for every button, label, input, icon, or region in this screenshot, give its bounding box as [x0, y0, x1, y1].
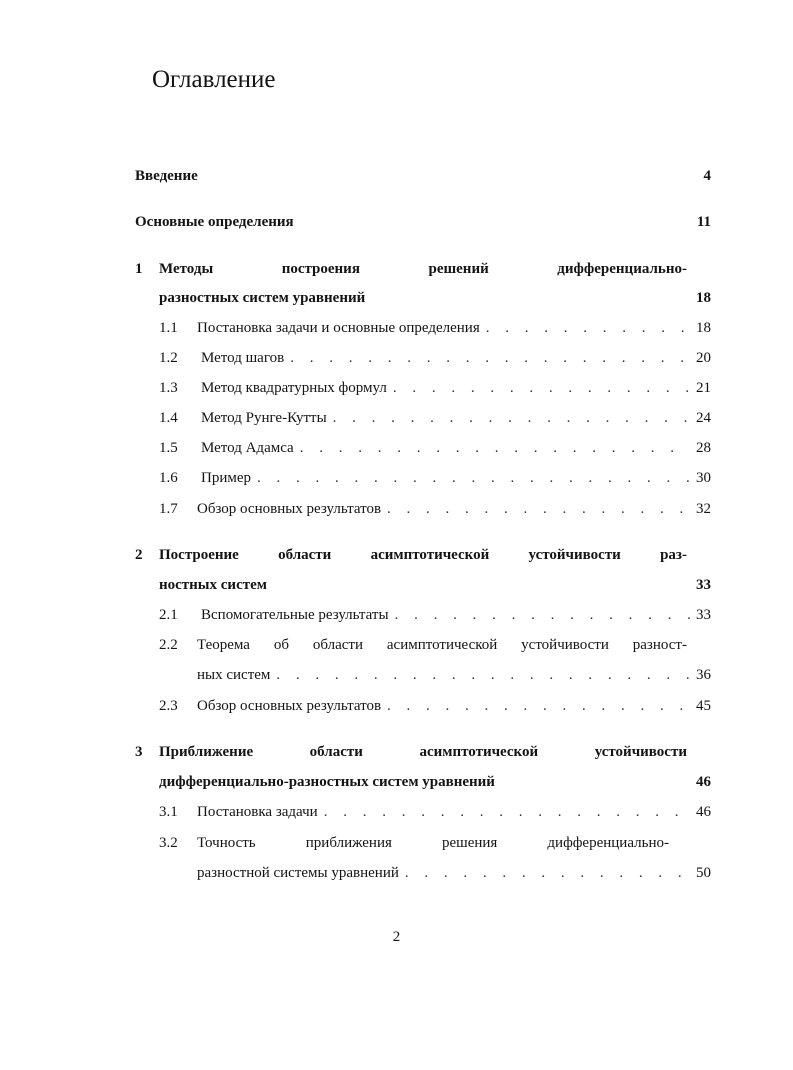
- toc-entry-page: 46: [696, 774, 711, 790]
- section-label-word: разност-: [632, 637, 687, 653]
- section-label-word: Точность: [197, 835, 256, 851]
- toc-entry-page: 4: [703, 168, 711, 184]
- dot-leader: [333, 410, 690, 427]
- toc-entry-page: 11: [696, 214, 711, 230]
- chapter-title-word: Приближение: [159, 744, 254, 760]
- toc-entry-page: 18: [696, 290, 711, 306]
- toc-entry-page: 20: [696, 350, 711, 366]
- section-label-word: приближения: [305, 835, 392, 851]
- section-label: Постановка задачи и основные определения: [197, 320, 480, 336]
- dot-leader: [387, 501, 690, 518]
- section-number: 1.3: [159, 380, 178, 396]
- section-number: 1.5: [159, 440, 178, 456]
- toc-section-2-1[interactable]: [159, 607, 711, 624]
- toc-section-2-2-line2[interactable]: [197, 667, 711, 684]
- section-label: Метод Рунге-Кутты: [201, 410, 327, 426]
- chapter-number: 3: [135, 744, 143, 760]
- toc-entry-page: 46: [696, 804, 711, 820]
- toc-section-1-3[interactable]: [159, 380, 711, 397]
- toc-entry-page: 30: [696, 470, 711, 486]
- toc-entry-label: Введение: [135, 168, 198, 184]
- section-label: Вспомогательные результаты: [201, 607, 389, 623]
- page-number: 2: [392, 929, 401, 945]
- section-label: Метод квадратурных формул: [201, 380, 387, 396]
- toc-section-3-2-line1[interactable]: [159, 835, 669, 852]
- toc-entry-page: 18: [696, 320, 711, 336]
- dot-leader: [395, 607, 690, 624]
- toc-section-1-1[interactable]: [159, 320, 711, 337]
- section-label: Обзор основных результатов: [197, 698, 382, 714]
- chapter-title-word: дифференциально-: [557, 261, 687, 277]
- toc-entry-label: Основные определения: [135, 214, 294, 230]
- section-label: Обзор основных результатов: [197, 501, 382, 517]
- toc-entry-page: 21: [696, 380, 711, 396]
- toc-entry-page: 28: [696, 440, 711, 456]
- chapter-title-word: области: [309, 744, 363, 760]
- section-number: 1.7: [159, 501, 178, 517]
- section-label-word: дифференциально-: [547, 835, 669, 851]
- section-label-word: Теорема: [197, 637, 250, 653]
- toc-chapter-3-line1[interactable]: [135, 744, 687, 761]
- toc-entry-page: 33: [696, 607, 711, 623]
- section-number: 1.6: [159, 470, 178, 486]
- section-number: 2.2: [159, 637, 178, 653]
- section-number: 1.4: [159, 410, 178, 426]
- chapter-number: 2: [135, 547, 143, 563]
- toc-section-1-5[interactable]: [159, 440, 711, 457]
- chapter-title-cont: ностных систем: [159, 577, 267, 593]
- chapter-title-word: построения: [281, 261, 360, 277]
- chapter-title-word: устойчивости: [594, 744, 687, 760]
- toc-entry-page: 45: [696, 698, 711, 714]
- dot-leader: [393, 380, 690, 397]
- toc-entry-page: 36: [696, 667, 711, 683]
- toc-section-3-2-line2[interactable]: [197, 865, 711, 882]
- section-label-word: устойчивости: [521, 637, 609, 653]
- dot-leader: [300, 440, 690, 457]
- section-label: Метод шагов: [201, 350, 285, 366]
- chapter-title-word: Построение: [159, 547, 239, 563]
- toc-section-3-1[interactable]: [159, 804, 711, 821]
- dot-leader: [290, 350, 690, 367]
- section-label: Пример: [201, 470, 252, 486]
- section-label: Метод Адамса: [201, 440, 294, 456]
- chapter-title-word: Методы: [159, 261, 214, 277]
- toc-chapter-2-line2[interactable]: [159, 577, 711, 594]
- dot-leader: [276, 667, 690, 684]
- section-number: 1.1: [159, 320, 178, 336]
- toc-section-2-3[interactable]: [159, 698, 711, 715]
- section-label-word: области: [312, 637, 364, 653]
- section-label-word: асимптотической: [386, 637, 498, 653]
- chapter-number: 1: [135, 261, 143, 277]
- section-number: 1.2: [159, 350, 178, 366]
- toc-chapter-2-line1[interactable]: [135, 547, 687, 564]
- toc-entry-page: 32: [696, 501, 711, 517]
- dot-leader: [257, 470, 690, 487]
- chapter-title-word: асимптотической: [370, 547, 490, 563]
- section-label-word: об: [273, 637, 289, 653]
- chapter-title-word: области: [278, 547, 332, 563]
- section-label-cont: разностной системы уравнений: [197, 865, 399, 881]
- chapter-title-cont: разностных систем уравнений: [159, 290, 366, 306]
- toc-chapter-3-line2[interactable]: [159, 774, 711, 791]
- toc-section-1-7[interactable]: [159, 501, 711, 518]
- toc-entry-page: 50: [696, 865, 711, 881]
- toc-entry-definitions[interactable]: [135, 214, 711, 231]
- dot-leader: [387, 698, 690, 715]
- section-label-cont: ных систем: [197, 667, 271, 683]
- toc-chapter-1-line2[interactable]: [159, 290, 711, 307]
- toc-section-1-2[interactable]: [159, 350, 711, 367]
- section-number: 2.1: [159, 607, 178, 623]
- section-number: 3.2: [159, 835, 178, 851]
- section-label: Постановка задачи: [197, 804, 318, 820]
- section-number: 2.3: [159, 698, 178, 714]
- chapter-title-word: решений: [428, 261, 489, 277]
- toc-section-1-4[interactable]: [159, 410, 711, 427]
- section-number: 3.1: [159, 804, 178, 820]
- toc-chapter-1-line1[interactable]: [135, 261, 687, 278]
- toc-entry-page: 24: [696, 410, 711, 426]
- dot-leader: [324, 804, 690, 821]
- toc-section-2-2-line1[interactable]: [159, 637, 687, 654]
- chapter-title-cont: дифференциально-разностных систем уравнений: [159, 774, 495, 790]
- toc-entry-intro[interactable]: [135, 168, 711, 185]
- chapter-title-word: устойчивости: [528, 547, 621, 563]
- toc-entry-page: 33: [696, 577, 711, 593]
- section-label-word: решения: [441, 835, 498, 851]
- chapter-title-word: асимптотической: [419, 744, 539, 760]
- toc-section-1-6[interactable]: [159, 470, 711, 487]
- dot-leader: [405, 865, 690, 882]
- chapter-title-word: раз-: [660, 547, 687, 563]
- dot-leader: [486, 320, 690, 337]
- page-title: Оглавление: [152, 66, 276, 93]
